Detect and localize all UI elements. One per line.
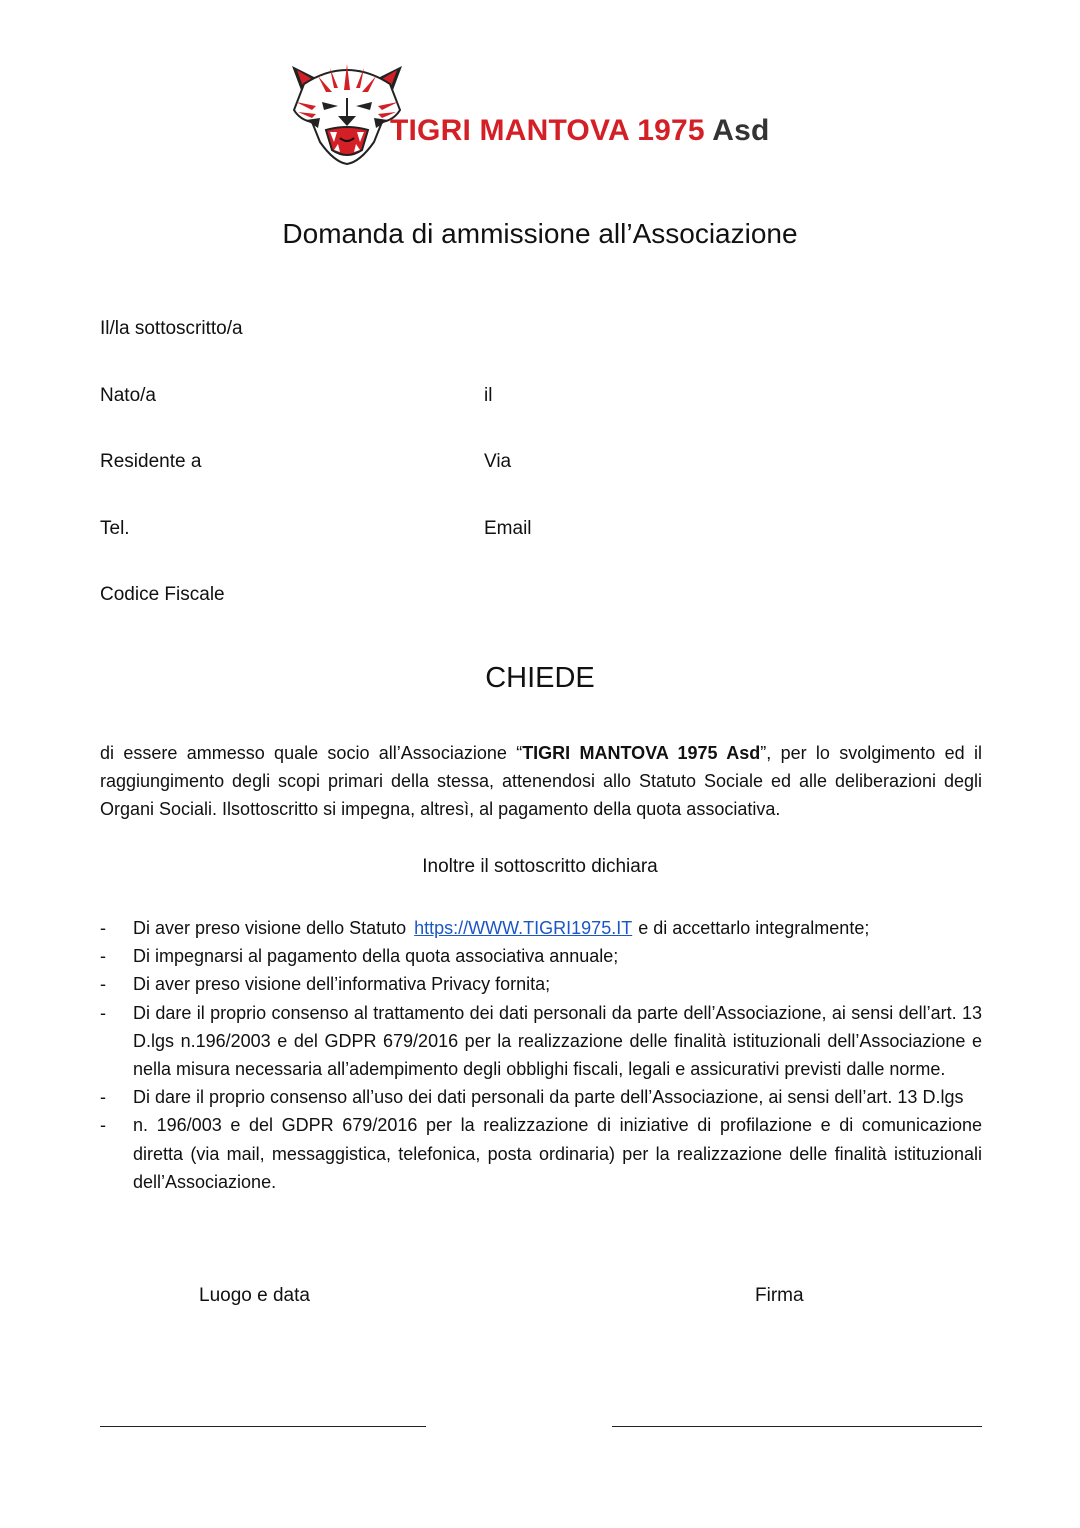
brand-name <box>390 114 769 148</box>
declarations-list <box>100 914 982 1196</box>
street-label: Via <box>484 451 512 472</box>
place-date-label: Luogo e data <box>199 1285 310 1306</box>
declaration-privacy: - Di aver preso visione dell’informativa Privacy fornita; <box>100 970 982 998</box>
declares-heading: Inoltre il sottoscritto dichiara <box>422 856 658 877</box>
declaration-fee: - Di impegnarsi al pagamento della quota associativa annuale; <box>100 942 982 970</box>
declaration-consent-processing: - Di dare il proprio consenso al trattamento dei dati personali da parte dell’Associazione, ai sensi dell’art. 13 D.lgs n.196/2003 e del GDPR 679/2016 per la realizzazione delle finalità istituzionali dell’Associazione e nella misura necessaria all’adempimento degli obblighi fiscali, legali e assicurativi previsti dalle norme. <box>100 999 982 1084</box>
born-in-label: Nato/a <box>100 385 156 406</box>
declaration-consent-use-cont: - n. 196/003 e del GDPR 679/2016 per la realizzazione di iniziative di profilazione e di comunicazione diretta (via mail, messaggistica, telefonica, posta ordinaria) per la realizzazione delle finalità istituzionali dell’Associazione. <box>100 1111 982 1196</box>
signature-line[interactable] <box>612 1426 982 1427</box>
declaration-statute-text: Di aver preso visione dello Statuto <box>133 918 407 938</box>
tax-code-label: Codice Fiscale <box>100 584 225 605</box>
intro-paragraph <box>100 739 982 823</box>
signature-label: Firma <box>755 1285 804 1306</box>
declaration-statute-text-end: e di accettarlo integralmente; <box>638 918 870 938</box>
place-date-line[interactable] <box>100 1426 426 1427</box>
page-title: Domanda di ammissione all’Associazione <box>282 218 798 249</box>
email-label: Email <box>484 518 532 539</box>
declaration-consent-use: - Di dare il proprio consenso all’uso dei dati personali da parte dell’Associazione, ai sensi dell’art. 13 D.lgs <box>100 1083 982 1111</box>
request-heading: CHIEDE <box>485 662 595 694</box>
born-on-label: il <box>484 385 493 406</box>
brand-name-suffix: Asd <box>712 114 770 147</box>
brand-name-main: TIGRI MANTOVA 1975 <box>390 114 705 147</box>
resident-in-label: Residente a <box>100 451 202 472</box>
declaration-statute <box>100 914 982 942</box>
intro-text-after: ”, per lo svolgimento ed il raggiungimento degli scopi primari della stessa, attenendosi allo Statuto Sociale ed alle deliberazioni degli Organi Sociali. Ilsottoscritto si impegna, altresì, al pagamento della quota associativa. <box>100 743 982 819</box>
association-name: TIGRI MANTOVA 1975 Asd <box>522 743 761 763</box>
logo <box>282 58 802 168</box>
statute-link[interactable]: https://WWW.TIGRI1975.IT <box>414 918 633 938</box>
signer-label: Il/la sottoscritto/a <box>100 318 243 339</box>
intro-text-before: di essere ammesso quale socio all’Associazione “ <box>100 743 523 763</box>
tiger-head-icon <box>282 58 412 168</box>
phone-label: Tel. <box>100 518 130 539</box>
